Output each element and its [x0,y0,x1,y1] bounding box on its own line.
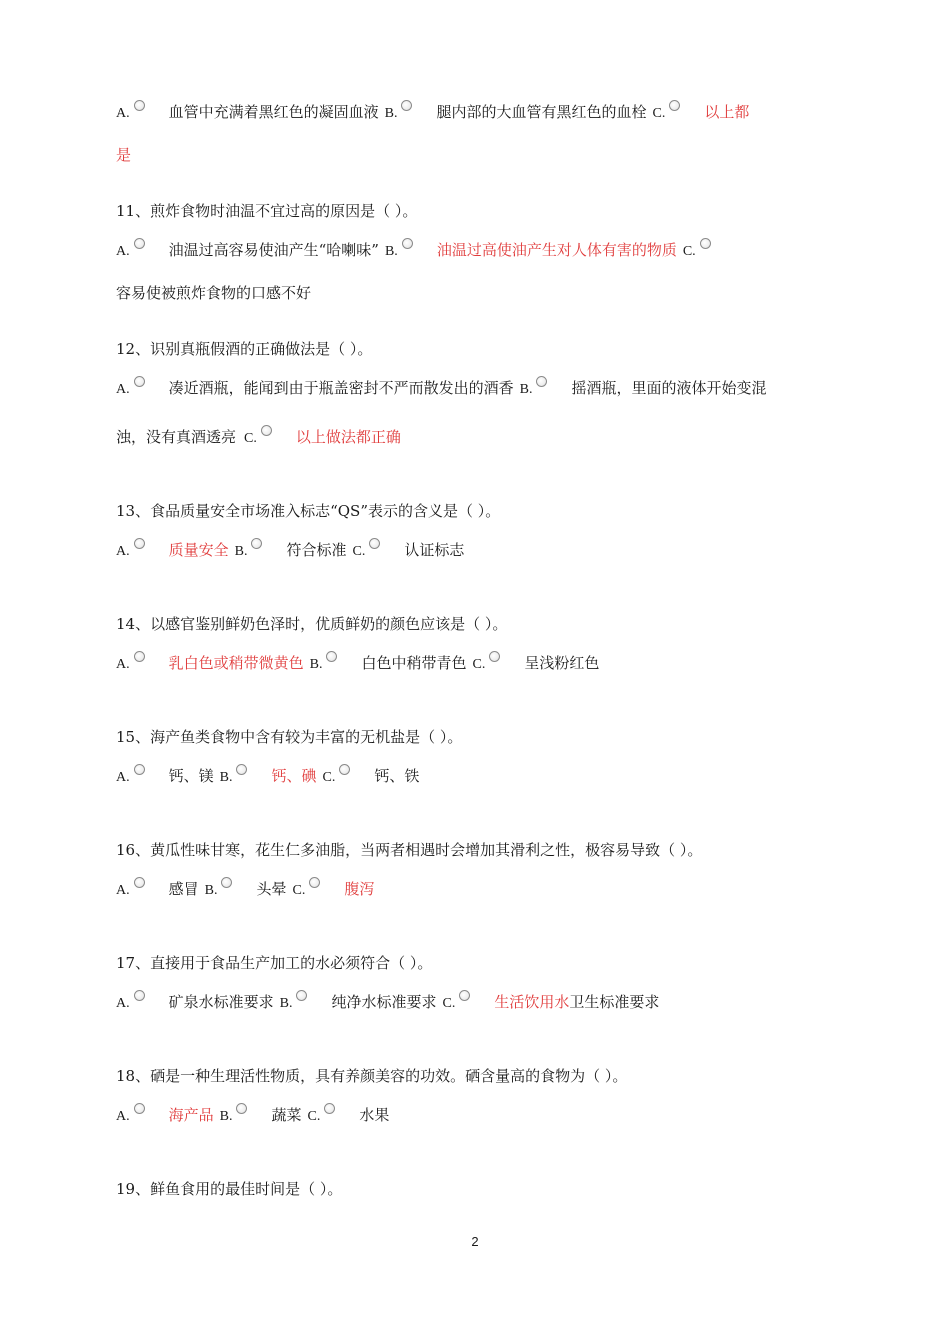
q12-options [116,376,773,400]
option-b-label: B. [519,382,533,397]
option-c-text-answer: 生活饮用水 [494,993,570,1011]
option-a-text: 矿泉水标准要求 [168,993,274,1011]
radio-option-b[interactable] [326,651,337,662]
radio-option-a[interactable] [134,100,145,111]
radio-option-a[interactable] [134,238,145,249]
radio-option-c[interactable] [700,238,711,249]
option-a-text: 凑近酒瓶，能闻到由于瓶盖密封不严而散发出的酒香 [168,379,514,397]
option-b-label: B. [384,106,398,121]
option-c-label: C. [652,106,666,121]
q13-question: 13、食品质量安全市场准入标志“QS”表示的含义是（ ）。 [116,502,501,520]
q12-options-continued [116,425,407,449]
radio-option-b[interactable] [236,764,247,775]
radio-option-c[interactable] [369,538,380,549]
q15-question: 15、海产鱼类食物中含有较为丰富的无机盐是（ ）。 [116,728,463,746]
radio-option-c[interactable] [339,764,350,775]
option-b-text: 符合标准 [286,541,347,559]
radio-option-b[interactable] [402,238,413,249]
option-c-label: C. [322,770,336,785]
option-b-text: 蔬菜 [271,1106,302,1124]
option-b-text: 摇酒瓶，里面的液体开始变混 [571,379,767,397]
radio-option-c[interactable] [459,990,470,1001]
option-b-label: B. [219,1109,233,1124]
q14-question: 14、以感官鉴别鲜奶色泽时，优质鲜奶的颜色应该是（ ）。 [116,615,508,633]
q16-options [116,877,380,901]
radio-option-c[interactable] [669,100,680,111]
q18-options [116,1103,395,1127]
option-c-label: C. [442,996,456,1011]
radio-option-a[interactable] [134,376,145,387]
radio-option-a[interactable] [134,877,145,888]
q12-question: 12、识别真瓶假酒的正确做法是（ ）。 [116,340,373,358]
option-a-text-answer: 乳白色或稍带微黄色 [168,654,304,672]
option-a-label: A. [116,770,130,785]
option-c-label: C. [244,431,257,446]
q17-question: 17、直接用于食品生产加工的水必须符合（ ）。 [116,954,433,972]
option-a-label: A. [116,657,130,672]
q18-question: 18、硒是一种生理活性物质，具有养颜美容的功效。硒含量高的食物为（ ）。 [116,1067,628,1085]
option-c-label: C. [352,544,366,559]
option-b-text-answer: 钙、碘 [271,767,317,785]
option-b-label: B. [234,544,248,559]
option-c-text: 呈浅粉红色 [524,654,600,672]
q15-options [116,764,425,788]
option-b-label: B. [204,883,218,898]
radio-option-a[interactable] [134,1103,145,1114]
option-c-text: 认证标志 [404,541,465,559]
q14-options [116,651,605,675]
radio-option-a[interactable] [134,764,145,775]
option-b-text: 白色中稍带青色 [361,654,467,672]
option-b-text: 纯净水标准要求 [331,993,437,1011]
option-b-text: 腿内部的大血管有黑红色的血栓 [436,103,647,121]
radio-option-c[interactable] [489,651,500,662]
radio-option-b[interactable] [401,100,412,111]
option-a-text: 感冒 [168,880,199,898]
page-number: 2 [471,1234,479,1249]
q17-options [116,990,659,1014]
option-c-label: C. [472,657,486,672]
option-c-text-rest: 卫生标准要求 [569,993,660,1011]
radio-option-a[interactable] [134,651,145,662]
option-c-label: C. [292,883,306,898]
radio-option-b[interactable] [221,877,232,888]
q11-option-c-text: 容易使被煎炸食物的口感不好 [116,284,312,302]
radio-option-c[interactable] [309,877,320,888]
option-b-text-continued: 浊，没有真酒透亮 [116,428,237,446]
option-a-label: A. [116,244,130,259]
radio-option-b[interactable] [236,1103,247,1114]
radio-option-a[interactable] [134,538,145,549]
option-a-label: A. [116,106,130,121]
option-a-text: 钙、镁 [168,767,214,785]
option-c-text: 钙、铁 [374,767,420,785]
radio-option-b[interactable] [536,376,547,387]
option-c-text-answer: 以上都 [704,103,750,121]
option-b-label: B. [279,996,293,1011]
q11-options [116,238,711,262]
option-a-label: A. [116,996,130,1011]
option-a-label: A. [116,883,130,898]
option-a-text-answer: 质量安全 [168,541,229,559]
option-c-text-answer: 腹泻 [344,880,375,898]
option-a-text: 油温过高容易使油产生“哈喇味” [168,241,379,259]
option-c-label: C. [682,244,696,259]
q19-question: 19、鲜鱼食用的最佳时间是（ ）。 [116,1180,343,1198]
option-c-text [494,993,659,1011]
option-b-label: B. [219,770,233,785]
q10-option-c-continued: 是 [116,146,132,164]
q10-options [116,100,755,124]
option-c-text: 水果 [359,1106,390,1124]
option-a-text-answer: 海产品 [168,1106,214,1124]
option-b-text: 头晕 [256,880,287,898]
option-a-label: A. [116,382,130,397]
option-c-text-answer: 以上做法都正确 [295,428,401,446]
option-c-label: C. [307,1109,321,1124]
option-a-label: A. [116,1109,130,1124]
radio-option-a[interactable] [134,990,145,1001]
radio-option-c[interactable] [324,1103,335,1114]
radio-option-b[interactable] [296,990,307,1001]
option-a-label: A. [116,544,130,559]
option-a-text: 血管中充满着黑红色的凝固血液 [168,103,379,121]
q13-options [116,538,470,562]
radio-option-c[interactable] [261,425,272,436]
q11-question: 11、煎炸食物时油温不宜过高的原因是（ ）。 [116,202,418,220]
q16-question: 16、黄瓜性味甘寒，花生仁多油脂，当两者相遇时会增加其滑利之性，极容易导致（ ）。 [116,841,703,859]
option-b-label: B. [384,244,398,259]
option-b-text-answer: 油温过高使油产生对人体有害的物质 [436,241,677,259]
option-b-label: B. [309,657,323,672]
radio-option-b[interactable] [251,538,262,549]
